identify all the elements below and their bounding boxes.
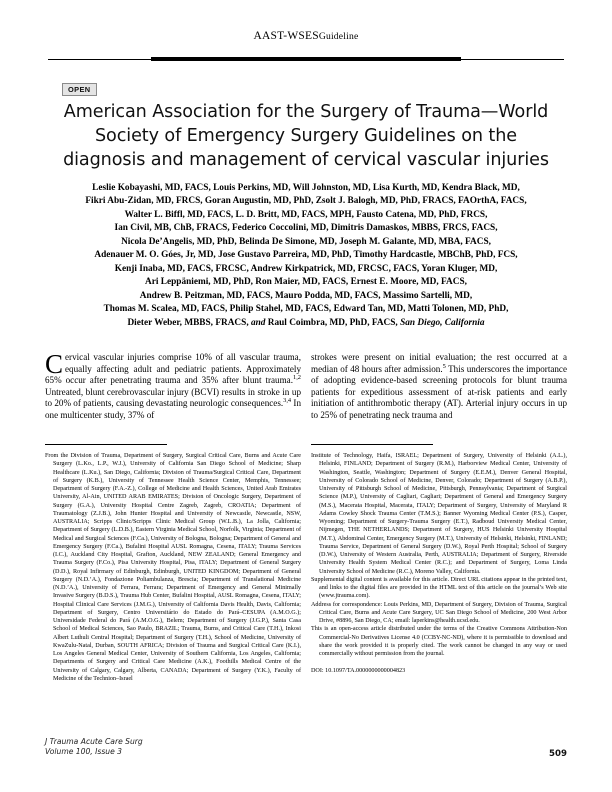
author-line: Leslie Kobayashi, MD, FACS, Louis Perkins, MD, Will Johnston, MD, Lisa Kurth, MD, Kendra Black, MD, (92, 183, 520, 193)
author-line: Thomas M. Scalea, MD, FACS, Philip Stahel, MD, FACS, Edward Tan, MD, Matti Tolonen, MD, PhD, (103, 304, 509, 315)
page-title: American Association for the Surgery of Trauma—World Society of Emergency Surgery Guidelines on the diagnosis and management of cervical vascular injuries (63, 102, 549, 170)
author-line: Ari Leppäniemi, MD, PhD, Ron Maier, MD, FACS, Ernest E. Moore, MD, FACS, (145, 277, 467, 288)
author-line-last-post: Raul Coimbra, MD, PhD, FACS, (267, 317, 398, 328)
running-head-smallcaps: Guideline (318, 31, 359, 42)
author-line: Fikri Abu-Zidan, MD, FRCS, Goran Augustin, MD, PhD, Zsolt J. Balogh, MD, PhD, FRACS, FAOrthA, FACS, (85, 196, 527, 207)
body-column-right (311, 352, 567, 421)
body-text-2: Untreated, blunt cerebrovascular injury (BCVI) results in stroke in up to 20% of patients, causing devastating neurologic consequences. (45, 386, 301, 408)
open-access-badge: OPEN (62, 83, 97, 96)
footnote-supplemental-content: Supplemental digital content is available for this article. Direct URL citations appear in the printed text, and links to the digital files are provided in the HTML text of this article on the journal’s Web site (www.jtrauma.com). (311, 576, 567, 600)
footnote-correspondence: Address for correspondence: Louis Perkins, MD, Department of Surgery, Division of Trauma, Surgical Critical Care, Burns and Acute Care Surgery, UC San Diego School of Medicine, 200 West Arbor Drive, #8896, San Diego, CA; email: laperkins@health.ucsd.edu. (311, 601, 567, 624)
citation-ref: 1,2 (293, 373, 301, 381)
author-line: Adenauer M. O. Góes, Jr, MD, Jose Gustavo Parreira, MD, PhD, Timothy Hardcastle, MBChB, PhD, FCS, (94, 250, 518, 261)
citation-ref: 5 (442, 362, 446, 370)
author-line: Andrew B. Peitzman, MD, FACS, Mauro Podda, MD, FACS, Massimo Sartelli, MD, (139, 290, 473, 301)
author-list (36, 182, 576, 330)
header-rule (48, 57, 564, 61)
citation-ref: 3,4 (283, 396, 292, 404)
footnote-rule-right (311, 444, 433, 445)
body-column-left (45, 349, 301, 421)
author-line: Walter L. Biffl, MD, FACS, L. D. Britt, MD, FACS, MPH, Fausto Catena, MD, PhD, FRCS, (124, 209, 488, 220)
header-rule-thick (151, 57, 461, 61)
running-head (48, 30, 564, 42)
author-line: Kenji Inaba, MD, FACS, FRCSC, Andrew Kirkpatrick, MD, FRCSC, FACS, Yoran Kluger, MD, (114, 263, 498, 274)
footer-journal-info (45, 737, 143, 756)
body-text-5: This underscores the importance of adopting evidence-based screening protocols for blunt trauma patients for expeditious assessment of at-risk patients and early initiation of antithrombotic therapy (AT). Arterial injury occurs in up to 25% of penetrating neck trauma and (311, 363, 568, 420)
author-affiliation-city: San Diego, California (400, 317, 485, 328)
author-line: Ian Civil, MB, ChB, FRACS, Federico Coccolini, MD, Dimitris Damaskos, MBBS, FRCS, FACS, (114, 223, 498, 234)
author-line: Nicola De’Angelis, MD, PhD, Belinda De Simone, MD, Joseph M. Galante, MD, MBA, FACS, (121, 236, 491, 247)
running-head-main: AAST-WSES (253, 30, 319, 42)
footnote-paragraph: From the Division of Trauma, Department of Surgery, Surgical Critical Care, Burns and Acute Care Surgery (L.Ko., L.P., W.J.), University of California San Diego School of Medicine; Sharp Healthcare (L.Ku.), San Diego, California; Division of Trauma/Surgical Critical Care, Department of Surgery (K.B.), University of Tennessee Health Science Center, Memphis, Tennessee; Department of Surgery (F.A.-Z.), College of Medicine and Health Sciences, United Arab Emirates University, Al-Ain, UNITED ARAB EMIRATES; Division of Oncologic Surgery, Department of Surgery (G.A.), University Hospital Centre Zagreb, Zagreb, CROATIA; Department of Traumatology (Z.J.B.), John Hunter Hospital and University of Newcastle, Newcastle, NSW, AUSTRALIA; Scripps Clinic/Scripps Clinic Medical Group (W.L.B.), La Jolla, California; Department of Surgery (L.D.B.), Eastern Virginia Medical School, Norfolk, Virginia; Department of Medical and Surgical Sciences (F.Ca.), University of Bologna, Bologna; Department of General and Emergency Surgery (F.Ca.), Bufalini Hospital AUSL Romagna, Cesena, ITALY; Trauma Services (I.C.), Auckland City Hospital, Grafton, Auckland, NEW ZEALAND; General Emergency and Trauma Surgery (F.Co.), Pisa University Hospital, Pisa, ITALY; Department of General Surgery (D.D.), Royal Infirmary of Edinburgh, Edinburgh, UNITED KINGDOM; Department of General Surgery (N.D.’A.), Fondazione Poliambulanza, Brescia; Department of Translational Medicine (N.D.’A.), University of Ferrara, Ferrara; Department of Emergency and General Minimally Invasive Surgery (B.D.S.), Trauma Hub Center, Bufalini Hospital, AUSL Romagna, Cesena, ITALY; Hospital Clinical Care Services (J.M.G.), University of California Davis Health, Davis, California; Department of Surgery, Centro Universitário do Estado do Pará–CESUPA (A.M.O.G.); Universidade Federal do Pará (A.M.O.G.), Belem; Department of Surgery (J.G.P.), Santa Casa School of Medical Sciences, Sao Paulo, BRAZIL; Trauma, Burns, and Critical Care (T.H.), Inkosi Albert Luthuli Central Hospital; Department of Surgery (T.H.), School of Medicine, University of KwaZulu-Natal, Durban, SOUTH AFRICA; Division of Trauma and Surgical Critical Care (K.I.), Los Angeles General Medical Center, University of Southern California, Los Angeles, California; Departments of Surgery and Critical Care Medicine (A.K.), Foothills Medical Centre of the University of Calgary, Calgary, Alberta, CANADA; Department of Surgery (Y.K.), Faculty of Medicine of the Technion–Israel (45, 453, 301, 682)
drop-cap: C (45, 349, 64, 379)
footnote-paragraph: Institute of Technology, Haifa, ISRAEL; Department of Surgery, University of Helsinki (A.L.), Helsinki, FINLAND; Department of Surgery (R.M.), Harborview Medical Center, University of Washington, Seattle, Washington; Department of Surgery (E.E.M.), Denver General Hospital, University of Colorado School of Medicine, Denver, Colorado; Department of Surgery (A.B.P.), University of Pittsburgh School of Medicine, Pittsburgh, Pennsylvania; Department of Surgical Science (M.P.), University of Cagliari, Cagliari; Department of General and Emergency Surgery (M.S.), Macerata Hospital, Macerata, ITALY; Department of Surgery, University of Maryland R Adams Cowley Shock Trauma Center (T.M.S.); Banner Wyoming Medical Center (P.S.), Casper, Wyoming; Department of Surgery-Trauma Surgery (E.T.), Radboud University Medical Center, Nijmegen, THE NETHERLANDS; Department of Surgery, HUS Helsinki University Hospital (M.T.), Abdominal Center, Emergency Surgery (M.T.), University of Helsinki, Helsinki, FINLAND; Trauma Service, Department of General Surgery (D.W.), Royal Perth Hospital; School of Surgery (D.W.), University of Western Australia, Perth, AUSTRALIA; Department of Surgery, Riverside University Health System Medical Center (R.C.); and Department of Surgery, Loma Linda University School of Medicine (R.C.), Moreno Valley, California. (311, 453, 567, 575)
body-text-1: ervical vascular injuries comprise 10% of all vascular trauma, equally affecting adult and pediatric patients. Approximately 65% occur after penetrating trauma and 35% after blunt trauma. (45, 352, 301, 385)
body-text-4: strokes were present on initial evaluation; the rest occurred at a median of 48 hours after admission. (311, 352, 567, 374)
footnote-affiliations-right (311, 452, 567, 676)
author-conjunction: and (250, 317, 266, 328)
body-text-3: In one multicenter study, 37% of (45, 398, 301, 420)
footnote-rule-left (45, 444, 167, 445)
footer-journal-name: J Trauma Acute Care Surg (45, 737, 143, 746)
footer-page-number: 509 (549, 749, 567, 759)
author-line-last-pre: Dieter Weber, MBBS, FRACS, (127, 317, 249, 328)
doi-text: DOI: 10.1097/TA.0000000000004823 (311, 668, 406, 675)
footnote-license: This is an open-access article distributed under the terms of the Creative Commons Attribution-Non Commercial-No Derivatives License 4.0 (CCBY-NC-ND), where it is permissible to download and share the work provided it is properly cited. The work cannot be changed in any way or used commercially without permission from the journal. (311, 626, 567, 657)
footer-volume-issue: Volume 100, Issue 3 (45, 746, 123, 756)
footnote-affiliations-left (45, 452, 301, 683)
